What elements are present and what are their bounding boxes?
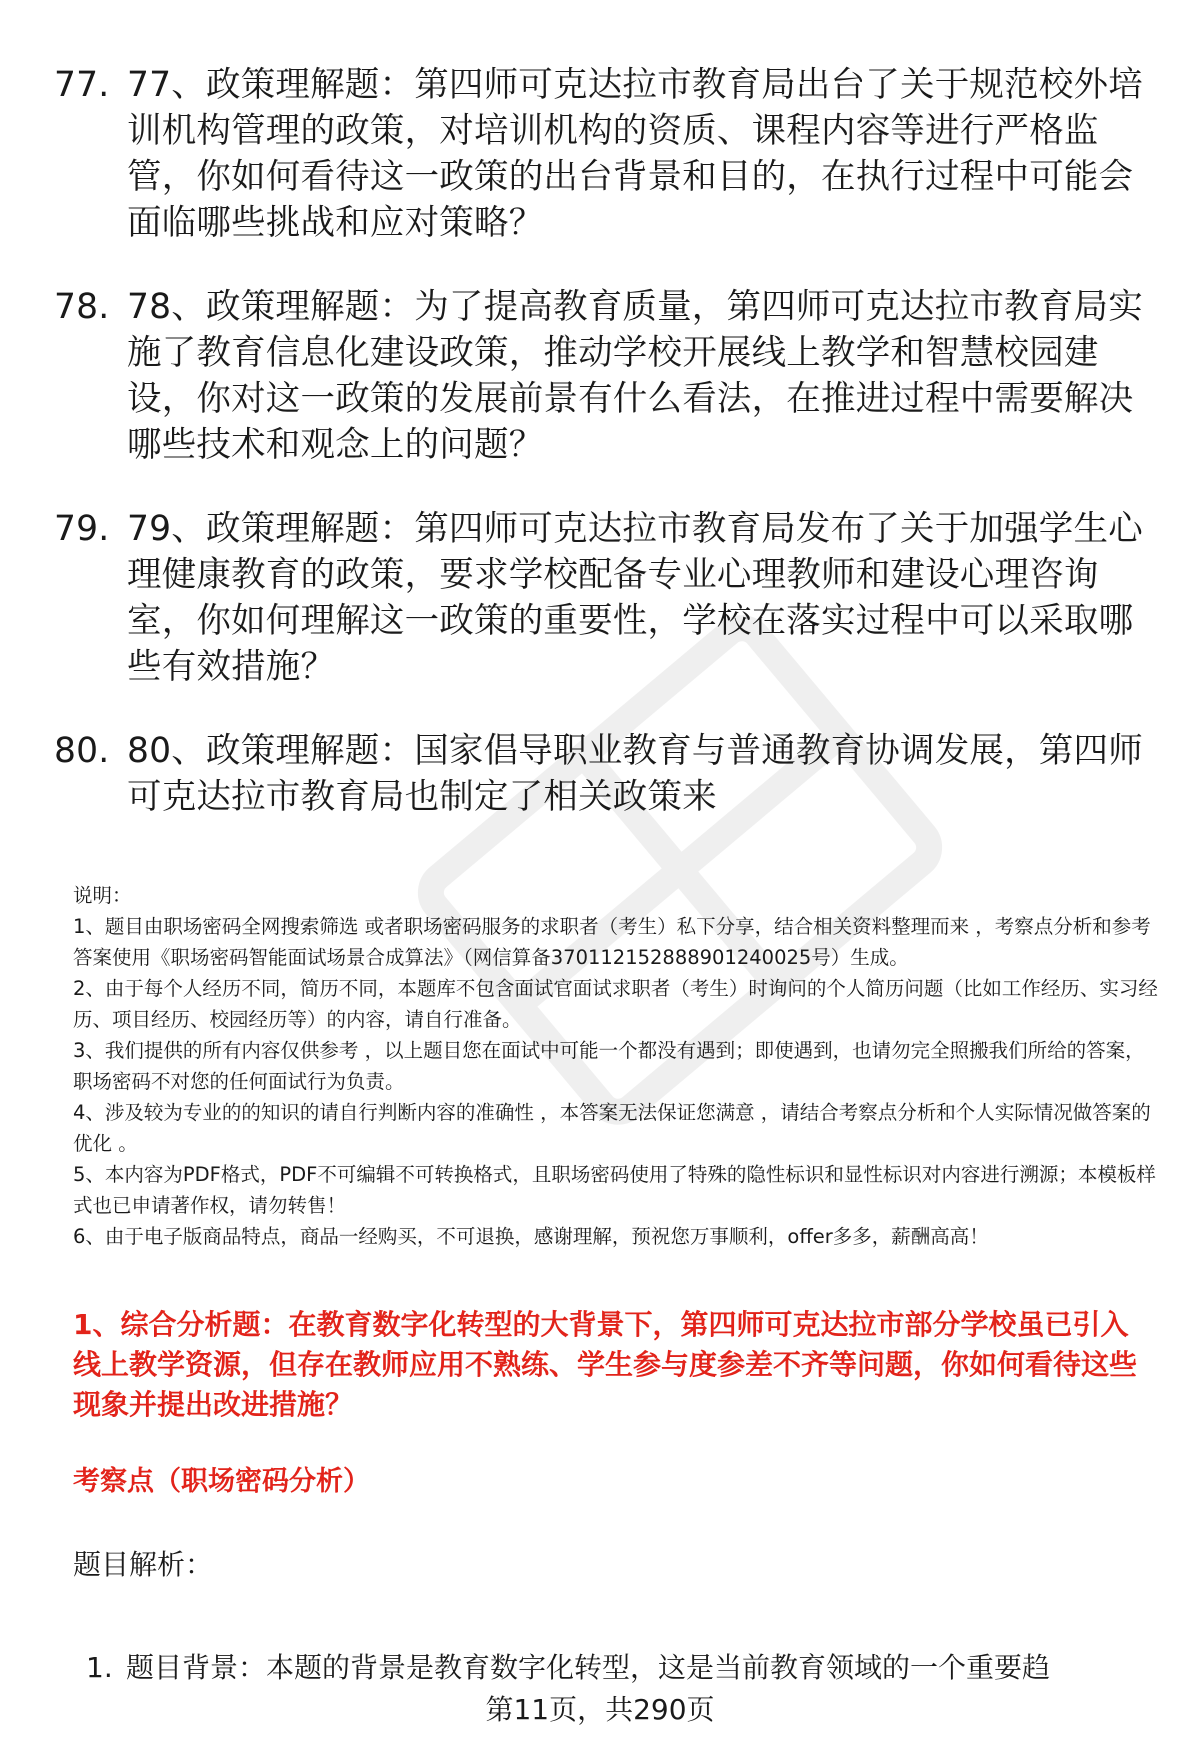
- question-number: 79.: [54, 509, 110, 549]
- kaochadian-heading: 考察点（职场密码分析）: [73, 1466, 370, 1497]
- page-number: 第11页，共290页: [485, 1693, 715, 1726]
- point-number: 1.: [86, 1651, 113, 1684]
- note-item: 2、由于每个人经历不同，简历不同，本题库不包含面试官面试求职者（考生）时询问的个人简历问题（比如工作经历、实习经历、项目经历、校园经历等）的内容，请自行准备。: [73, 977, 1158, 1031]
- analysis-question: 1、综合分析题：在教育数字化转型的大背景下，第四师可克达拉市部分学校虽已引入线上教学资源，但存在教师应用不熟练、学生参与度参差不齐等问题，你如何看待这些现象并提出改进措施？: [73, 1308, 1138, 1421]
- question-number: 80.: [54, 731, 110, 771]
- question-text: 80、政策理解题：国家倡导职业教育与普通教育协调发展，第四师可克达拉市教育局也制定了相关政策来: [127, 731, 1143, 817]
- question-text: 77、政策理解题：第四师可克达拉市教育局出台了关于规范校外培训机构管理的政策，对培训机构的资质、课程内容等进行严格监管，你如何看待这一政策的出台背景和目的，在执行过程中可能会面临哪些挑战和应对策略？: [127, 65, 1143, 243]
- question-item: [0, 728, 1200, 820]
- note-item: 4、涉及较为专业的的知识的请自行判断内容的准确性 ，本答案无法保证您满意 ，请结合考察点分析和个人实际情况做答案的优化 。: [73, 1101, 1151, 1155]
- note-item: 1、题目由职场密码全网搜索筛选 或者职场密码服务的求职者（考生）私下分享，结合相关资料整理而来 ，考察点分析和参考答案使用《职场密码智能面试场景合成算法》（网信算备370112152888901240025号）生成。: [73, 915, 1151, 969]
- question-item: [0, 506, 1200, 690]
- question-text: 78、政策理解题：为了提高教育质量，第四师可克达拉市教育局实施了教育信息化建设政策，推动学校开展线上教学和智慧校园建设，你对这一政策的发展前景有什么看法，在推进过程中需要解决哪些技术和观念上的问题？: [127, 287, 1143, 465]
- question-item: [0, 284, 1200, 468]
- analysis-subheading: 题目解析：: [73, 1548, 214, 1581]
- question-item: [0, 62, 1200, 246]
- question-text: 79、政策理解题：第四师可克达拉市教育局发布了关于加强学生心理健康教育的政策，要求学校配备专业心理教师和建设心理咨询室，你如何理解这一政策的重要性，学校在落实过程中可以采取哪些有效措施？: [127, 509, 1143, 687]
- point-text: 题目背景：本题的背景是教育数字化转型，这是当前教育领域的一个重要趋: [126, 1651, 1051, 1684]
- analysis-point: [86, 1648, 1146, 1688]
- notes-title: 说明：: [73, 884, 132, 907]
- question-list: [0, 62, 1200, 858]
- question-number: 78.: [54, 287, 110, 327]
- question-number: 77.: [54, 65, 110, 105]
- note-item: 6、由于电子版商品特点，商品一经购买，不可退换，感谢理解，预祝您万事顺利，offer多多，薪酬高高！: [73, 1225, 989, 1248]
- note-item: 3、我们提供的所有内容仅供参考 ，以上题目您在面试中可能一个都没有遇到；即使遇到，也请勿完全照搬我们所给的答案，职场密码不对您的任何面试行为负责。: [73, 1039, 1145, 1093]
- notes-section: [73, 880, 1163, 1252]
- note-item: 5、本内容为PDF格式，PDF不可编辑不可转换格式，且职场密码使用了特殊的隐性标识和显性标识对内容进行溯源；本模板样式也已申请著作权，请勿转售！: [73, 1163, 1156, 1217]
